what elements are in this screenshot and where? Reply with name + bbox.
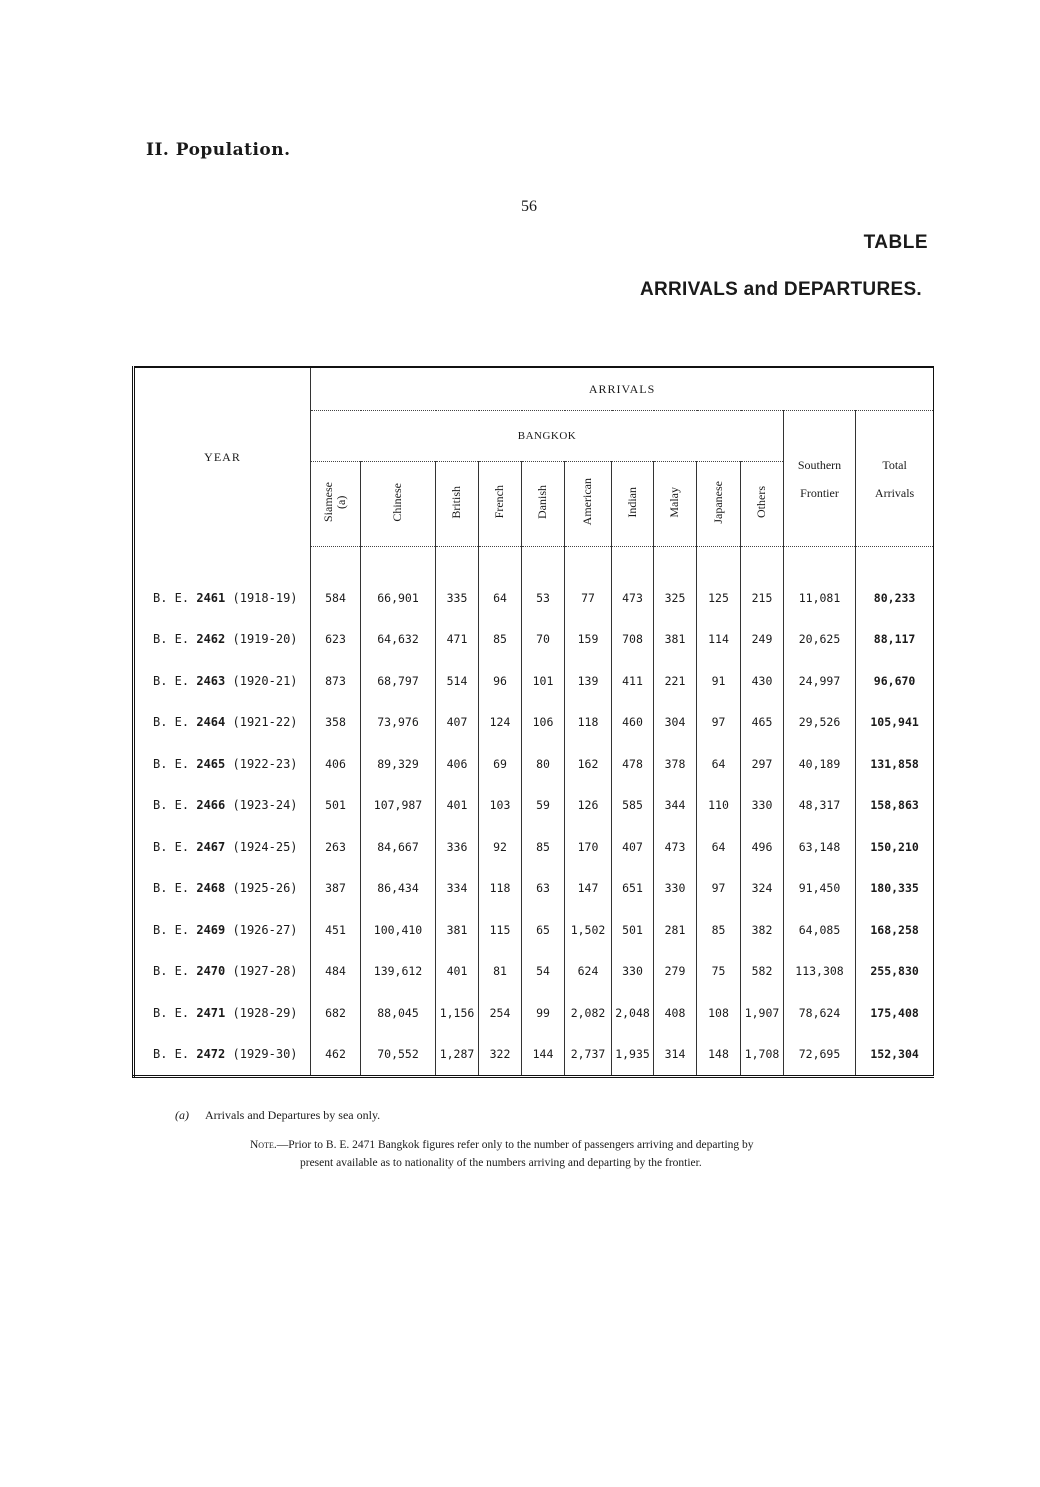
footnote xyxy=(175,1108,380,1123)
indian-cell: 460 xyxy=(612,702,654,744)
spacer-cell xyxy=(134,547,311,578)
year-prefix: B. E. xyxy=(153,632,190,647)
american-cell: 77 xyxy=(565,577,612,619)
siamese-cell: 873 xyxy=(311,660,361,702)
southern-cell: 63,148 xyxy=(784,826,856,868)
table-header xyxy=(134,367,934,547)
header-total-line2: Arrivals xyxy=(874,485,915,500)
french-cell: 103 xyxy=(479,785,522,827)
header-malay xyxy=(654,462,697,547)
year-number: 2462 xyxy=(196,632,226,647)
indian-cell: 407 xyxy=(612,826,654,868)
malay-cell: 378 xyxy=(654,743,697,785)
table-row xyxy=(134,619,934,661)
header-american-label: American xyxy=(580,478,595,526)
malay-cell: 408 xyxy=(654,992,697,1034)
american-cell: 624 xyxy=(565,951,612,993)
others-cell: 382 xyxy=(741,909,784,951)
malay-cell: 281 xyxy=(654,909,697,951)
year-cell xyxy=(134,577,311,619)
malay-cell: 279 xyxy=(654,951,697,993)
chinese-cell: 64,632 xyxy=(361,619,436,661)
southern-cell: 64,085 xyxy=(784,909,856,951)
british-cell: 1,287 xyxy=(436,1034,479,1077)
header-southern-line1: Southern xyxy=(797,457,842,472)
japanese-cell: 148 xyxy=(697,1034,741,1077)
table-row xyxy=(134,577,934,619)
year-number: 2465 xyxy=(196,756,226,771)
header-indian xyxy=(612,462,654,547)
british-cell: 401 xyxy=(436,785,479,827)
year-number: 2464 xyxy=(196,715,226,730)
japanese-cell: 97 xyxy=(697,868,741,910)
header-southern-frontier xyxy=(784,411,856,547)
year-period: (1925-26) xyxy=(232,881,298,896)
chinese-cell: 70,552 xyxy=(361,1034,436,1077)
table-title: ARRIVALS and DEPARTURES. xyxy=(639,279,922,300)
siamese-cell: 387 xyxy=(311,868,361,910)
page-number: 56 xyxy=(521,198,537,215)
danish-cell: 144 xyxy=(522,1034,565,1077)
spacer-cell xyxy=(654,547,697,578)
british-cell: 381 xyxy=(436,909,479,951)
indian-cell: 651 xyxy=(612,868,654,910)
siamese-cell: 484 xyxy=(311,951,361,993)
year-number: 2469 xyxy=(196,922,226,937)
year-cell xyxy=(134,951,311,993)
malay-cell: 473 xyxy=(654,826,697,868)
american-cell: 170 xyxy=(565,826,612,868)
southern-cell: 91,450 xyxy=(784,868,856,910)
american-cell: 2,737 xyxy=(565,1034,612,1077)
others-cell: 496 xyxy=(741,826,784,868)
table-body xyxy=(134,547,934,1077)
british-cell: 407 xyxy=(436,702,479,744)
year-prefix: B. E. xyxy=(153,756,190,771)
header-danish-label: Danish xyxy=(535,485,550,519)
table-row xyxy=(134,909,934,951)
header-british-label: British xyxy=(449,485,464,519)
british-cell: 406 xyxy=(436,743,479,785)
french-cell: 254 xyxy=(479,992,522,1034)
southern-cell: 24,997 xyxy=(784,660,856,702)
year-number: 2472 xyxy=(196,1047,226,1062)
year-cell xyxy=(134,992,311,1034)
japanese-cell: 114 xyxy=(697,619,741,661)
chinese-cell: 66,901 xyxy=(361,577,436,619)
siamese-cell: 451 xyxy=(311,909,361,951)
french-cell: 69 xyxy=(479,743,522,785)
total-cell: 150,210 xyxy=(856,826,934,868)
total-cell: 255,830 xyxy=(856,951,934,993)
table-row xyxy=(134,660,934,702)
british-cell: 514 xyxy=(436,660,479,702)
header-danish xyxy=(522,462,565,547)
siamese-cell: 462 xyxy=(311,1034,361,1077)
malay-cell: 330 xyxy=(654,868,697,910)
spacer-cell xyxy=(565,547,612,578)
japanese-cell: 85 xyxy=(697,909,741,951)
year-prefix: B. E. xyxy=(153,1005,190,1020)
japanese-cell: 75 xyxy=(697,951,741,993)
note-line2: present available as to nationality of the numbers arriving and departing by the frontier. xyxy=(300,1157,702,1169)
french-cell: 85 xyxy=(479,619,522,661)
danish-cell: 53 xyxy=(522,577,565,619)
year-cell xyxy=(134,909,311,951)
year-prefix: B. E. xyxy=(153,715,190,730)
table-row xyxy=(134,826,934,868)
malay-cell: 314 xyxy=(654,1034,697,1077)
table-row xyxy=(134,992,934,1034)
year-period: (1927-28) xyxy=(232,964,298,979)
southern-cell: 72,695 xyxy=(784,1034,856,1077)
header-total-arrivals xyxy=(856,411,934,547)
japanese-cell: 108 xyxy=(697,992,741,1034)
section-title: II. Population. xyxy=(146,140,291,160)
year-number: 2466 xyxy=(196,798,226,813)
arrivals-table xyxy=(132,366,934,1078)
year-prefix: B. E. xyxy=(153,964,190,979)
total-cell: 168,258 xyxy=(856,909,934,951)
british-cell: 401 xyxy=(436,951,479,993)
year-prefix: B. E. xyxy=(153,798,190,813)
header-others xyxy=(741,462,784,547)
table-row xyxy=(134,743,934,785)
others-cell: 1,907 xyxy=(741,992,784,1034)
header-french-label: French xyxy=(492,485,507,519)
table-row xyxy=(134,868,934,910)
header-malay-label: Malay xyxy=(667,486,682,518)
southern-cell: 113,308 xyxy=(784,951,856,993)
year-period: (1918-19) xyxy=(232,590,298,605)
indian-cell: 478 xyxy=(612,743,654,785)
malay-cell: 221 xyxy=(654,660,697,702)
year-period: (1921-22) xyxy=(232,715,298,730)
french-cell: 96 xyxy=(479,660,522,702)
french-cell: 322 xyxy=(479,1034,522,1077)
year-cell xyxy=(134,785,311,827)
chinese-cell: 84,667 xyxy=(361,826,436,868)
header-indian-label: Indian xyxy=(624,486,639,518)
year-period: (1923-24) xyxy=(232,798,298,813)
southern-cell: 11,081 xyxy=(784,577,856,619)
spacer-cell xyxy=(856,547,934,578)
header-others-label: Others xyxy=(754,486,769,518)
siamese-cell: 263 xyxy=(311,826,361,868)
header-siamese xyxy=(311,462,361,547)
danish-cell: 106 xyxy=(522,702,565,744)
header-siamese-note: (a) xyxy=(334,495,349,509)
chinese-cell: 86,434 xyxy=(361,868,436,910)
danish-cell: 70 xyxy=(522,619,565,661)
year-number: 2470 xyxy=(196,964,226,979)
spacer-cell xyxy=(741,547,784,578)
header-siamese-text: Siamese xyxy=(321,482,336,522)
year-number: 2463 xyxy=(196,673,226,688)
american-cell: 126 xyxy=(565,785,612,827)
others-cell: 465 xyxy=(741,702,784,744)
header-southern-line2: Frontier xyxy=(800,485,839,500)
footnote-text: Arrivals and Departures by sea only. xyxy=(205,1108,381,1122)
indian-cell: 411 xyxy=(612,660,654,702)
siamese-cell: 623 xyxy=(311,619,361,661)
spacer-cell xyxy=(522,547,565,578)
british-cell: 335 xyxy=(436,577,479,619)
note-line1: —Prior to B. E. 2471 Bangkok figures refer only to the number of passengers arriving and departing by xyxy=(276,1139,754,1151)
year-prefix: B. E. xyxy=(153,922,190,937)
southern-cell: 29,526 xyxy=(784,702,856,744)
french-cell: 64 xyxy=(479,577,522,619)
southern-cell: 40,189 xyxy=(784,743,856,785)
american-cell: 139 xyxy=(565,660,612,702)
year-period: (1924-25) xyxy=(232,839,298,854)
year-cell xyxy=(134,1034,311,1077)
indian-cell: 2,048 xyxy=(612,992,654,1034)
british-cell: 334 xyxy=(436,868,479,910)
header-japanese-label: Japanese xyxy=(710,480,725,524)
total-cell: 105,941 xyxy=(856,702,934,744)
japanese-cell: 110 xyxy=(697,785,741,827)
danish-cell: 101 xyxy=(522,660,565,702)
header-year: YEAR xyxy=(204,449,241,464)
siamese-cell: 682 xyxy=(311,992,361,1034)
southern-cell: 78,624 xyxy=(784,992,856,1034)
year-period: (1919-20) xyxy=(232,632,298,647)
british-cell: 336 xyxy=(436,826,479,868)
others-cell: 297 xyxy=(741,743,784,785)
japanese-cell: 125 xyxy=(697,577,741,619)
japanese-cell: 64 xyxy=(697,743,741,785)
indian-cell: 708 xyxy=(612,619,654,661)
total-cell: 131,858 xyxy=(856,743,934,785)
siamese-cell: 501 xyxy=(311,785,361,827)
year-cell xyxy=(134,826,311,868)
table-row xyxy=(134,785,934,827)
note xyxy=(250,1136,950,1172)
chinese-cell: 88,045 xyxy=(361,992,436,1034)
japanese-cell: 64 xyxy=(697,826,741,868)
southern-cell: 48,317 xyxy=(784,785,856,827)
total-cell: 88,117 xyxy=(856,619,934,661)
header-total-line1: Total xyxy=(882,457,907,472)
spacer-cell xyxy=(361,547,436,578)
others-cell: 330 xyxy=(741,785,784,827)
spacer-cell xyxy=(612,547,654,578)
header-chinese-label: Chinese xyxy=(390,482,405,522)
american-cell: 159 xyxy=(565,619,612,661)
chinese-cell: 107,987 xyxy=(361,785,436,827)
american-cell: 147 xyxy=(565,868,612,910)
american-cell: 118 xyxy=(565,702,612,744)
spacer-cell xyxy=(479,547,522,578)
year-cell xyxy=(134,702,311,744)
chinese-cell: 73,976 xyxy=(361,702,436,744)
british-cell: 1,156 xyxy=(436,992,479,1034)
french-cell: 124 xyxy=(479,702,522,744)
arrivals-table-wrapper xyxy=(132,366,932,1078)
indian-cell: 1,935 xyxy=(612,1034,654,1077)
danish-cell: 59 xyxy=(522,785,565,827)
american-cell: 162 xyxy=(565,743,612,785)
year-prefix: B. E. xyxy=(153,1047,190,1062)
others-cell: 324 xyxy=(741,868,784,910)
french-cell: 92 xyxy=(479,826,522,868)
american-cell: 1,502 xyxy=(565,909,612,951)
year-number: 2468 xyxy=(196,881,226,896)
spacer-cell xyxy=(697,547,741,578)
chinese-cell: 139,612 xyxy=(361,951,436,993)
header-french xyxy=(479,462,522,547)
siamese-cell: 584 xyxy=(311,577,361,619)
chinese-cell: 68,797 xyxy=(361,660,436,702)
japanese-cell: 91 xyxy=(697,660,741,702)
japanese-cell: 97 xyxy=(697,702,741,744)
british-cell: 471 xyxy=(436,619,479,661)
header-japanese xyxy=(697,462,741,547)
footnote-label: (a) xyxy=(175,1108,189,1122)
table-row xyxy=(134,702,934,744)
header-siamese-label xyxy=(322,482,348,522)
table-row xyxy=(134,951,934,993)
danish-cell: 65 xyxy=(522,909,565,951)
year-period: (1929-30) xyxy=(232,1047,298,1062)
others-cell: 1,708 xyxy=(741,1034,784,1077)
year-number: 2467 xyxy=(196,839,226,854)
indian-cell: 585 xyxy=(612,785,654,827)
malay-cell: 344 xyxy=(654,785,697,827)
danish-cell: 99 xyxy=(522,992,565,1034)
year-period: (1928-29) xyxy=(232,1005,298,1020)
year-period: (1922-23) xyxy=(232,756,298,771)
total-cell: 80,233 xyxy=(856,577,934,619)
danish-cell: 85 xyxy=(522,826,565,868)
others-cell: 430 xyxy=(741,660,784,702)
others-cell: 582 xyxy=(741,951,784,993)
spacer-row xyxy=(134,547,934,578)
year-number: 2471 xyxy=(196,1005,226,1020)
year-number: 2461 xyxy=(196,590,226,605)
total-cell: 158,863 xyxy=(856,785,934,827)
table-row xyxy=(134,1034,934,1077)
danish-cell: 80 xyxy=(522,743,565,785)
spacer-cell xyxy=(311,547,361,578)
french-cell: 115 xyxy=(479,909,522,951)
indian-cell: 330 xyxy=(612,951,654,993)
year-prefix: B. E. xyxy=(153,881,190,896)
total-cell: 180,335 xyxy=(856,868,934,910)
year-cell xyxy=(134,868,311,910)
american-cell: 2,082 xyxy=(565,992,612,1034)
year-prefix: B. E. xyxy=(153,590,190,605)
header-arrivals: ARRIVALS xyxy=(311,367,934,411)
indian-cell: 473 xyxy=(612,577,654,619)
chinese-cell: 89,329 xyxy=(361,743,436,785)
table-label: TABLE xyxy=(863,232,928,253)
others-cell: 249 xyxy=(741,619,784,661)
year-prefix: B. E. xyxy=(153,839,190,854)
total-cell: 175,408 xyxy=(856,992,934,1034)
siamese-cell: 358 xyxy=(311,702,361,744)
note-label: Note. xyxy=(250,1139,277,1151)
header-bangkok: BANGKOK xyxy=(311,411,784,462)
header-american xyxy=(565,462,612,547)
year-prefix: B. E. xyxy=(153,673,190,688)
southern-cell: 20,625 xyxy=(784,619,856,661)
spacer-cell xyxy=(436,547,479,578)
malay-cell: 381 xyxy=(654,619,697,661)
malay-cell: 304 xyxy=(654,702,697,744)
year-cell xyxy=(134,743,311,785)
total-cell: 96,670 xyxy=(856,660,934,702)
year-period: (1926-27) xyxy=(232,922,298,937)
french-cell: 81 xyxy=(479,951,522,993)
indian-cell: 501 xyxy=(612,909,654,951)
siamese-cell: 406 xyxy=(311,743,361,785)
header-british xyxy=(436,462,479,547)
year-period: (1920-21) xyxy=(232,673,298,688)
header-chinese xyxy=(361,462,436,547)
danish-cell: 63 xyxy=(522,868,565,910)
danish-cell: 54 xyxy=(522,951,565,993)
year-cell xyxy=(134,619,311,661)
french-cell: 118 xyxy=(479,868,522,910)
others-cell: 215 xyxy=(741,577,784,619)
chinese-cell: 100,410 xyxy=(361,909,436,951)
total-cell: 152,304 xyxy=(856,1034,934,1077)
malay-cell: 325 xyxy=(654,577,697,619)
spacer-cell xyxy=(784,547,856,578)
year-cell xyxy=(134,660,311,702)
